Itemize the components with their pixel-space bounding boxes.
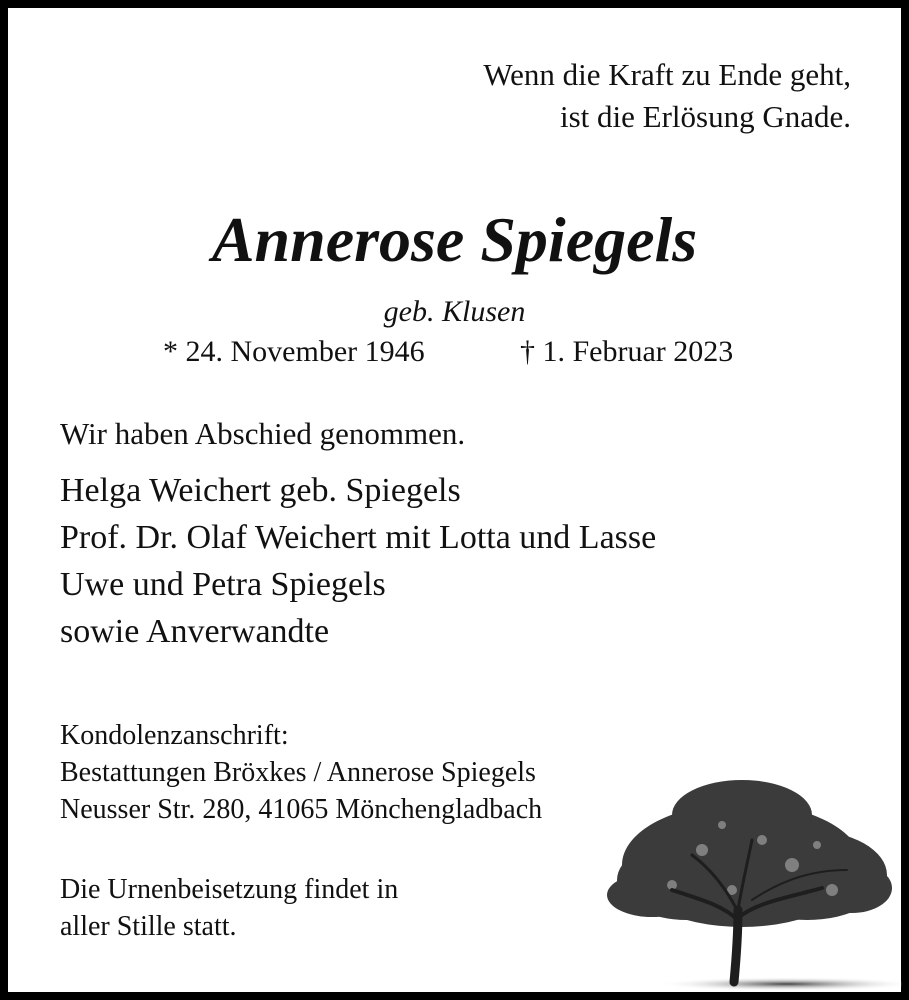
mourner-line: Uwe und Petra Spiegels [60,566,386,603]
burial-note-line: Die Urnenbeisetzung findet in [60,874,399,905]
motto-line-2: ist die Erlösung Gnade. [559,99,851,134]
maiden-name: geb. Klusen [383,295,526,328]
motto-quote [483,54,851,138]
condolence-heading: Kondolenzanschrift: [60,720,289,751]
mourner-line: sowie Anverwandte [60,613,330,650]
farewell-text: Wir haben Abschied genommen. [60,416,466,451]
condolence-line: Neusser Str. 280, 41065 Mönchengladbach [60,794,543,825]
tree-icon [592,770,902,990]
death-date: † 1. Februar 2023 [520,335,734,368]
mourner-line: Prof. Dr. Olaf Weichert mit Lotta und Lasse [60,519,657,556]
condolence-line: Bestattungen Bröxkes / Annerose Spiegels [60,757,536,788]
deceased-name: Annerose Spiegels [211,204,698,275]
burial-note [60,871,398,945]
mourner-line: Helga Weichert geb. Spiegels [60,472,461,509]
birth-date: * 24. November 1946 [163,335,425,368]
mourners-list [60,467,656,655]
condolence-address [60,717,542,828]
motto-line-1: Wenn die Kraft zu Ende geht, [483,57,851,92]
burial-note-line: aller Stille statt. [60,911,237,942]
